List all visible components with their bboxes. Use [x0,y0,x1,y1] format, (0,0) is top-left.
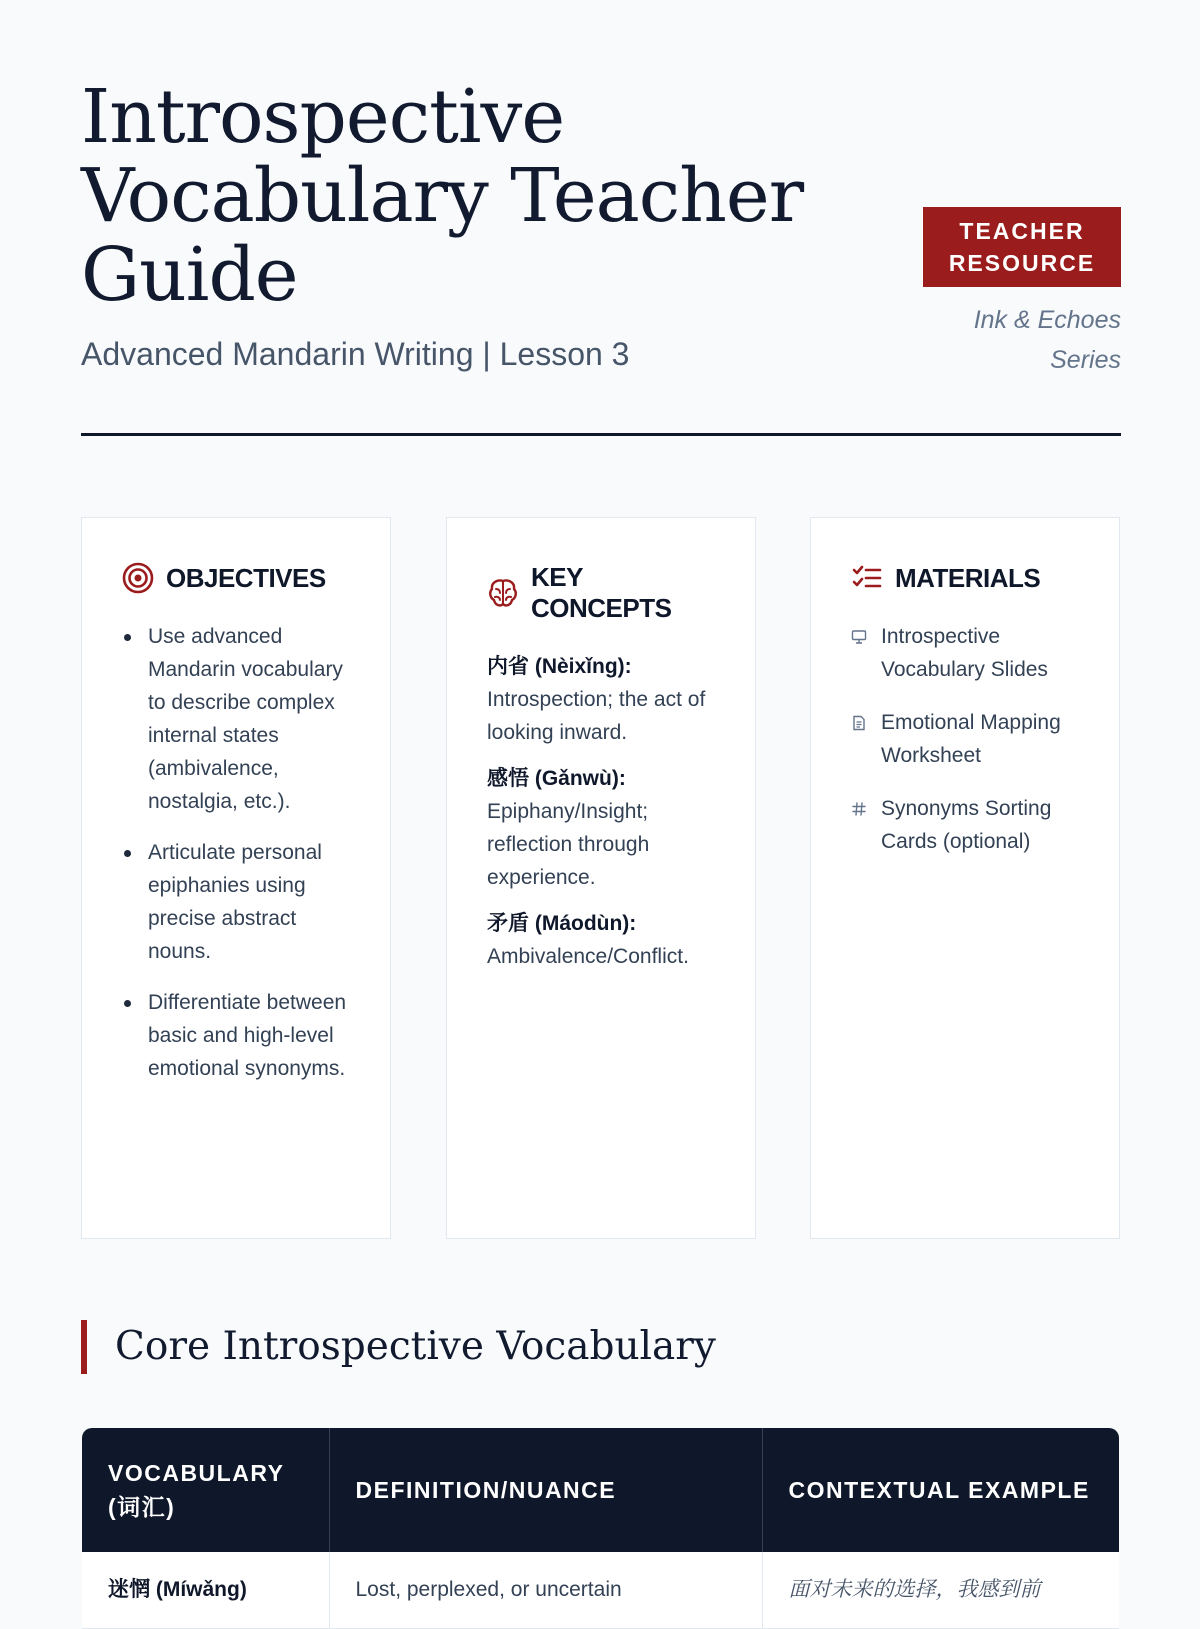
key-concepts-heading [487,562,715,624]
objectives-heading [122,562,350,594]
list-item: Use advanced Mandarin vocabulary to describe complex internal states (ambivalence, nostalgia, etc.). [122,620,350,818]
concept-definition: Introspection; the act of looking inward. [487,688,706,744]
materials-list [851,620,1079,858]
hash-icon [851,801,867,817]
checklist-icon [851,562,883,594]
list-item [851,706,1079,772]
objectives-list [122,620,350,1085]
page-subtitle: Advanced Mandarin Writing | Lesson 3 [81,336,630,372]
concept-definition: Ambivalence/Conflict. [487,945,689,968]
column-header-vocabulary: VOCABULARY (词汇) [82,1428,329,1552]
table-header-row [82,1428,1119,1552]
key-concepts-card [446,517,756,1239]
vocabulary-section-heading: Core Introspective Vocabulary [81,1320,716,1374]
overview-cards [81,517,1121,1241]
concept-definition: Epiphany/Insight; reflection through experience. [487,800,650,889]
page-title: Introspective Vocabulary Teacher Guide [81,74,804,318]
concept-term: 内省 (Nèixǐng): [487,655,632,678]
table-row [82,1552,1119,1629]
list-item: Articulate personal epiphanies using precise abstract nouns. [122,836,350,968]
teacher-resource-badge: TEACHER RESOURCE [923,207,1121,287]
objectives-card [81,517,391,1239]
list-item [851,792,1079,858]
objectives-title: OBJECTIVES [166,562,326,593]
concept-term: 感悟 (Gǎnwù): [487,767,626,790]
brain-icon [487,577,519,609]
target-icon [122,562,154,594]
definition-cell: Lost, perplexed, or uncertain [329,1552,762,1629]
concept-item [487,650,715,749]
header-divider [81,433,1121,436]
page [81,0,1121,1601]
concept-item [487,907,715,973]
material-label: Introspective Vocabulary Slides [881,625,1048,681]
key-concepts-title: KEY CONCEPTS [531,562,672,623]
presentation-icon [851,629,867,645]
material-label: Synonyms Sorting Cards (optional) [881,797,1052,853]
series-label: Ink & Echoes Series [973,306,1121,374]
document-icon [851,715,867,731]
header [81,0,1121,440]
list-item: Differentiate between basic and high-level emotional synonyms. [122,986,350,1085]
vocabulary-table [82,1428,1119,1629]
materials-card [810,517,1120,1239]
column-header-example: CONTEXTUAL EXAMPLE [762,1428,1119,1552]
material-label: Emotional Mapping Worksheet [881,711,1061,767]
example-cell: 面对未来的选择，我感到前 [762,1552,1119,1629]
materials-heading [851,562,1079,594]
vocabulary-cell: 迷惘 (Míwǎng) [82,1552,329,1629]
column-header-definition: DEFINITION/NUANCE [329,1428,762,1552]
concept-term: 矛盾 (Máodùn): [487,912,637,935]
list-item [851,620,1079,686]
concept-item [487,762,715,894]
materials-title: MATERIALS [895,562,1041,593]
